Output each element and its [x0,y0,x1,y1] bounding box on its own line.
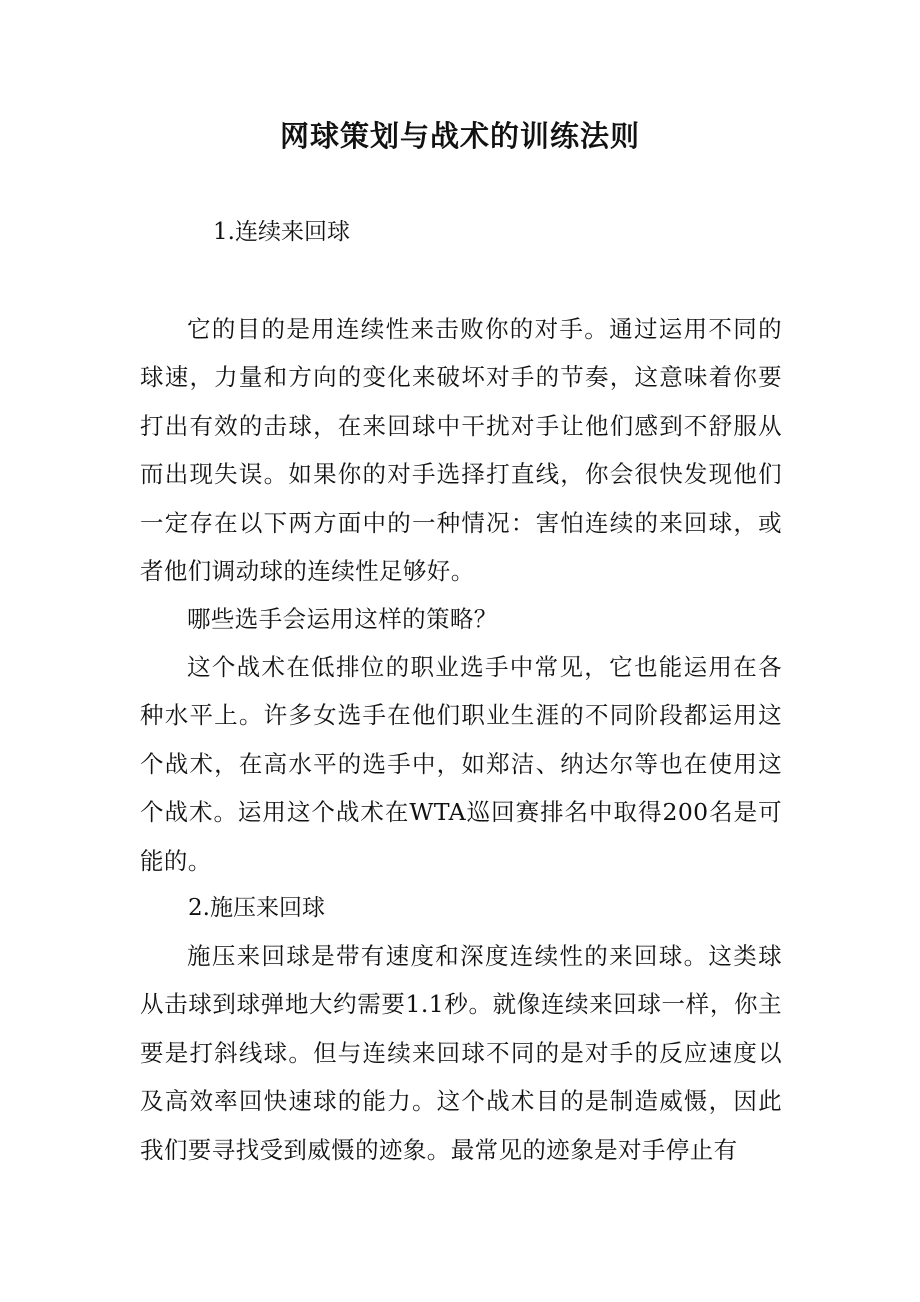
document-title: 网球策划与战术的训练法则 [279,119,640,153]
question-line: 哪些选手会运用这样的策略？ [187,605,498,633]
section-2-heading: 2.施压来回球 [188,895,325,921]
section-1-heading: 1.连续来回球 [213,219,350,245]
paragraph-1: 它的目的是用连续性来击败你的对手。通过运用不同的球速，力量和方向的变化来破坏对手的节奏，这意味着你要打出有效的击球，在来回球中干扰对手让他们感到不舒服从而出现失误。如果你的对手选择打直线，你会很快发现他们一定存在以下两方面中的一种情况：害怕连续的来回球，或者他们调动球的连续性足够好。 [140,315,782,586]
paragraph-3: 施压来回球是带有速度和深度连续性的来回球。这类球从击球到球弹地大约需要1.1秒。就像连续来回球一样，你主要是打斜线球。但与连续来回球不同的是对手的反应速度以及高效率回快速球的能力。这个战术目的是制造威慑，因此我们要寻找受到威慑的迹象。最常见的迹象是对手停止有 [140,942,782,1164]
paragraph-2: 这个战术在低排位的职业选手中常见，它也能运用在各种水平上。许多女选手在他们职业生涯的不同阶段都运用这个战术，在高水平的选手中，如郑洁、纳达尔等也在使用这个战术。运用这个战术在WTA巡回赛排名中取得200名是可能的。 [140,653,782,875]
